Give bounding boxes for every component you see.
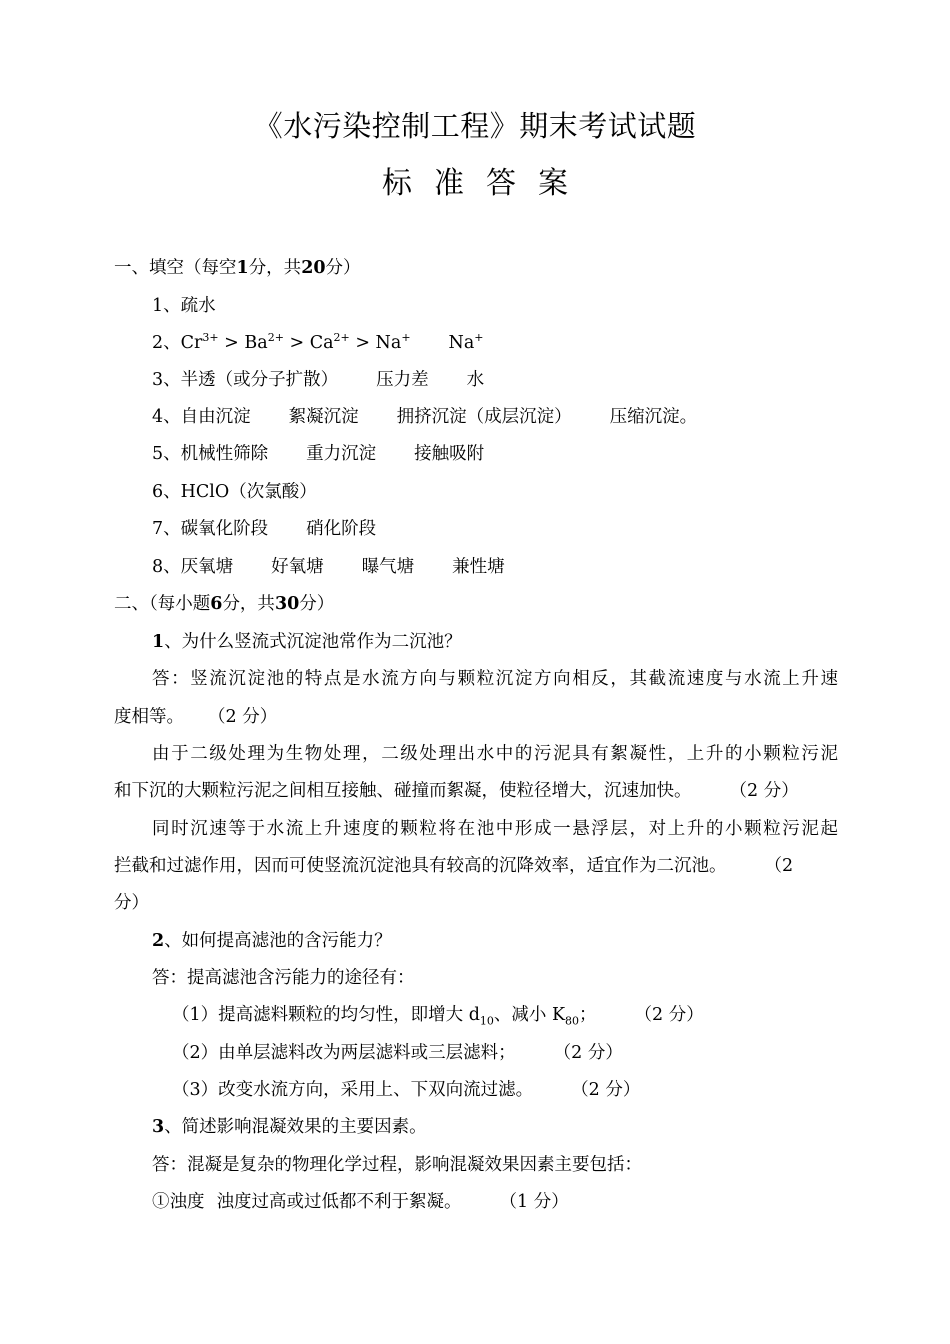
page-title: 《水污染控制工程》期末考试试题 [253, 109, 697, 143]
fill-item-4: 4、自由沉淀 絮凝沉淀 拥挤沉淀（成层沉淀） 压缩沉淀。 [152, 407, 698, 427]
q1-answer-line: 分） [114, 893, 149, 913]
fill-item-2: 2、$Cr^{3+} > Ba^{2+} > Ca^{2+} > Na^+$ Na+ [152, 331, 484, 353]
q2-answer: 答：提高滤池含污能力的途径有： [152, 968, 415, 988]
question-3: 3、简述影响混凝效果的主要因素。 [152, 1117, 427, 1137]
q1-answer-line: 度相等。 （2 分） [114, 707, 278, 727]
fill-item-1: 1、疏水 [152, 296, 216, 316]
fill-item-5: 5、机械性筛除 重力沉淀 接触吸附 [152, 444, 485, 464]
q1-answer-line: 答：竖流沉淀池的特点是水流方向与颗粒沉淀方向相反，其截流速度与水流上升速 [152, 669, 838, 689]
question-2: 2、如何提高滤池的含污能力？ [152, 931, 392, 951]
q1-answer-line: 由于二级处理为生物处理，二级处理出水中的污泥具有絮凝性，上升的小颗粒污泥 [152, 744, 838, 764]
q2-answer-item-1: （1）提高滤料颗粒的均匀性，即增大 $d_{10}$、减小 $K_{80}$； （2 分） [172, 1005, 704, 1028]
fill-item-8: 8、厌氧塘 好氧塘 曝气塘 兼性塘 [152, 557, 505, 577]
q1-answer-line: 拦截和过滤作用，因而可使竖流沉淀池具有较高的沉降效率，适宜作为二沉池。 （2 [114, 856, 794, 876]
question-1: 1、为什么竖流式沉淀池常作为二沉池？ [152, 632, 462, 652]
section1-heading: 一、填空（每空1分，共20分） [114, 258, 361, 278]
q1-answer-line: 同时沉速等于水流上升速度的颗粒将在池中形成一悬浮层，对上升的小颗粒污泥起 [152, 819, 838, 839]
fill-item-6: 6、HClO（次氯酸） [152, 482, 317, 502]
fill-item-3: 3、半透（或分子扩散） 压力差 水 [152, 370, 485, 390]
q2-answer-item-2: （2）由单层滤料改为两层滤料或三层滤料； （2 分） [172, 1043, 623, 1063]
q2-answer-item-3: （3）改变水流方向，采用上、下双向流过滤。 （2 分） [172, 1080, 641, 1100]
fill-item-7: 7、碳氧化阶段 硝化阶段 [152, 519, 377, 539]
q3-answer: 答：混凝是复杂的物理化学过程，影响混凝效果因素主要包括： [152, 1155, 642, 1175]
page-subtitle: 标准答案 [382, 166, 590, 201]
section2-heading: 二、（每小题6分，共30分） [114, 594, 335, 614]
q1-answer-line: 和下沉的大颗粒污泥之间相互接触、碰撞而絮凝，使粒径增大，沉速加快。 （2 分） [114, 781, 799, 801]
q3-factor-1: ①浊度 浊度过高或过低都不利于絮凝。 （1 分） [152, 1192, 569, 1212]
